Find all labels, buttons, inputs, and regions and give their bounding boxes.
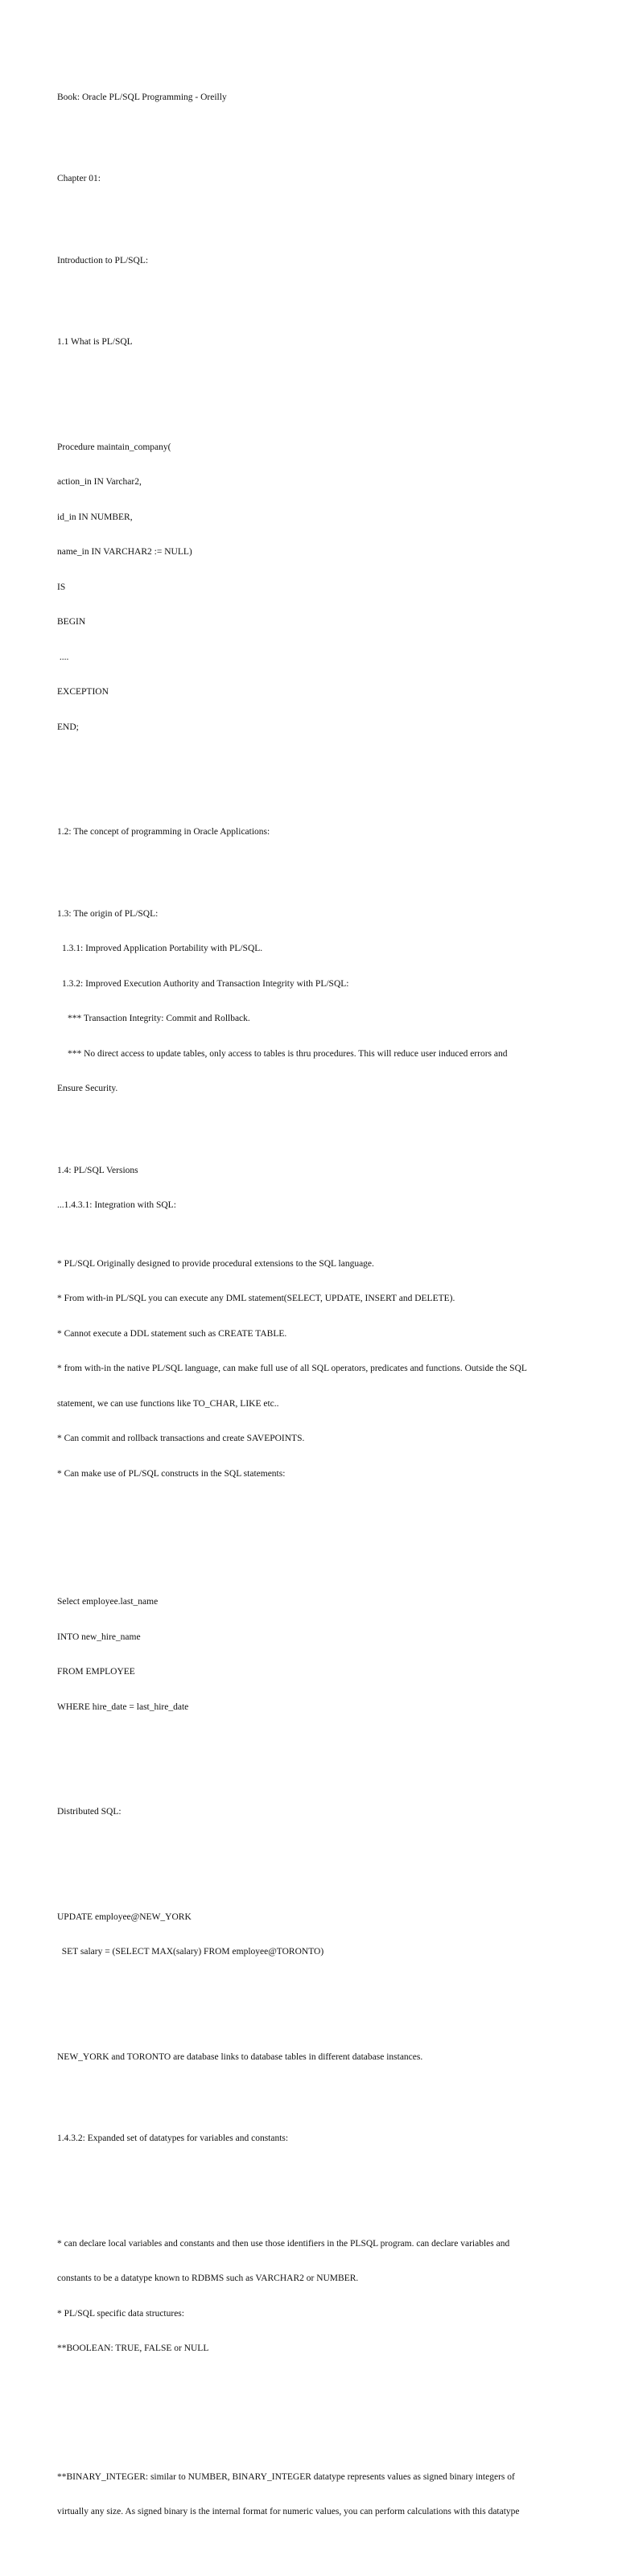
list-item: * Can make use of PL/SQL constructs in the SQL statements: bbox=[57, 1468, 286, 1479]
spacer bbox=[57, 780, 564, 792]
db-links-note: NEW_YORK and TORONTO are database links to database tables in different database instances. bbox=[57, 2051, 423, 2062]
bullet-list-sql-integration bbox=[57, 1235, 564, 1504]
subsection-1-4-3-2: 1.4.3.2: Expanded set of datatypes for variables and constants: bbox=[57, 2134, 289, 2143]
list-item: * from with-in the native PL/SQL language, can make full use of all SQL operators, predicates and functions. Outside the SQL bbox=[57, 1364, 527, 1373]
spacer bbox=[57, 2401, 564, 2413]
code-line: UPDATE employee@NEW_YORK bbox=[57, 1911, 192, 1922]
chapter-heading: Chapter 01: bbox=[57, 174, 101, 183]
paragraph-line: * can declare local variables and constants and then use those identifiers in the PLSQL program. can declare variables and bbox=[57, 2238, 510, 2249]
code-block-update bbox=[57, 1888, 564, 1981]
code-line: INTO new_hire_name bbox=[57, 1632, 141, 1642]
spacer bbox=[57, 2086, 564, 2098]
subsection-1-3-2: 1.3.2: Improved Execution Authority and Transaction Integrity with PL/SQL: bbox=[62, 978, 349, 989]
paragraph-line: constants to be a datatype known to RDBMS such as VARCHAR2 or NUMBER. bbox=[57, 2274, 359, 2283]
datatype-paragraph bbox=[57, 2215, 564, 2378]
list-item: * Cannot execute a DDL statement such as CREATE TABLE. bbox=[57, 1328, 287, 1339]
code-line: END; bbox=[57, 722, 79, 732]
note-direct-access-cont: Ensure Security. bbox=[57, 1084, 118, 1093]
code-line: IS bbox=[57, 582, 66, 592]
document-body bbox=[57, 56, 564, 2576]
section-heading-1-2: 1.2: The concept of programming in Oracle Applications: bbox=[57, 827, 270, 837]
book-title: Book: Oracle PL/SQL Programming - Oreilly bbox=[57, 92, 227, 102]
code-line: BEGIN bbox=[57, 617, 86, 627]
spacer bbox=[57, 208, 564, 220]
code-line: EXCEPTION bbox=[57, 687, 109, 697]
spacer bbox=[57, 2168, 564, 2180]
code-line: WHERE hire_date = last_hire_date bbox=[57, 1702, 189, 1712]
list-item: statement, we can use functions like TO_CHAR, LIKE etc.. bbox=[57, 1398, 279, 1409]
spacer bbox=[57, 372, 564, 384]
spacer bbox=[57, 126, 564, 138]
list-item: * From with-in PL/SQL you can execute any DML statement(SELECT, UPDATE, INSERT and DELETE). bbox=[57, 1294, 455, 1303]
paragraph-line: * PL/SQL specific data structures: bbox=[57, 2308, 184, 2319]
spacer bbox=[57, 1526, 564, 1538]
code-block-select bbox=[57, 1573, 564, 1736]
spacer bbox=[57, 2005, 564, 2017]
spacer bbox=[57, 1118, 564, 1130]
code-line: Procedure maintain_company( bbox=[57, 442, 171, 452]
distributed-sql-heading: Distributed SQL: bbox=[57, 1807, 122, 1817]
section-heading-1-3: 1.3: The origin of PL/SQL: bbox=[57, 908, 159, 919]
code-line: name_in IN VARCHAR2 := NULL) bbox=[57, 547, 192, 557]
section-heading-1-4: 1.4: PL/SQL Versions bbox=[57, 1165, 138, 1175]
list-item: * Can commit and rollback transactions and create SAVEPOINTS. bbox=[57, 1434, 305, 1443]
code-block-procedure bbox=[57, 418, 564, 757]
code-line: .... bbox=[57, 652, 69, 662]
section-heading-1-1: 1.1 What is PL/SQL bbox=[57, 337, 133, 347]
note-direct-access: *** No direct access to update tables, only access to tables is thru procedures. This will reduce user induced errors and bbox=[68, 1048, 508, 1059]
spacer bbox=[57, 1841, 564, 1854]
spacer bbox=[57, 1759, 564, 1772]
code-line: id_in IN NUMBER, bbox=[57, 512, 133, 522]
paragraph-line: **BINARY_INTEGER: similar to NUMBER, BINARY_INTEGER datatype represents values as signed binary integers of bbox=[57, 2471, 515, 2482]
code-line: FROM EMPLOYEE bbox=[57, 1667, 135, 1677]
code-line: action_in IN Varchar2, bbox=[57, 477, 142, 487]
intro-heading: Introduction to PL/SQL: bbox=[57, 255, 149, 265]
code-line: SET salary = (SELECT MAX(salary) FROM employee@TORONTO) bbox=[57, 1947, 324, 1957]
spacer bbox=[57, 862, 564, 874]
subsection-1-3-1: 1.3.1: Improved Application Portability with PL/SQL. bbox=[62, 944, 263, 953]
list-item: * PL/SQL Originally designed to provide procedural extensions to the SQL language. bbox=[57, 1258, 374, 1269]
spacer bbox=[57, 290, 564, 302]
code-line: Select employee.last_name bbox=[57, 1597, 159, 1607]
note-transaction-integrity: *** Transaction Integrity: Commit and Rollback. bbox=[68, 1014, 250, 1023]
binary-integer-paragraph bbox=[57, 2448, 564, 2541]
paragraph-line: virtually any size. As signed binary is the internal format for numeric values, you can perform calculations with this datatype bbox=[57, 2507, 520, 2516]
paragraph-line: **BOOLEAN: TRUE, FALSE or NULL bbox=[57, 2344, 209, 2353]
subsection-1-4-3-1: ...1.4.3.1: Integration with SQL: bbox=[57, 1200, 176, 1210]
